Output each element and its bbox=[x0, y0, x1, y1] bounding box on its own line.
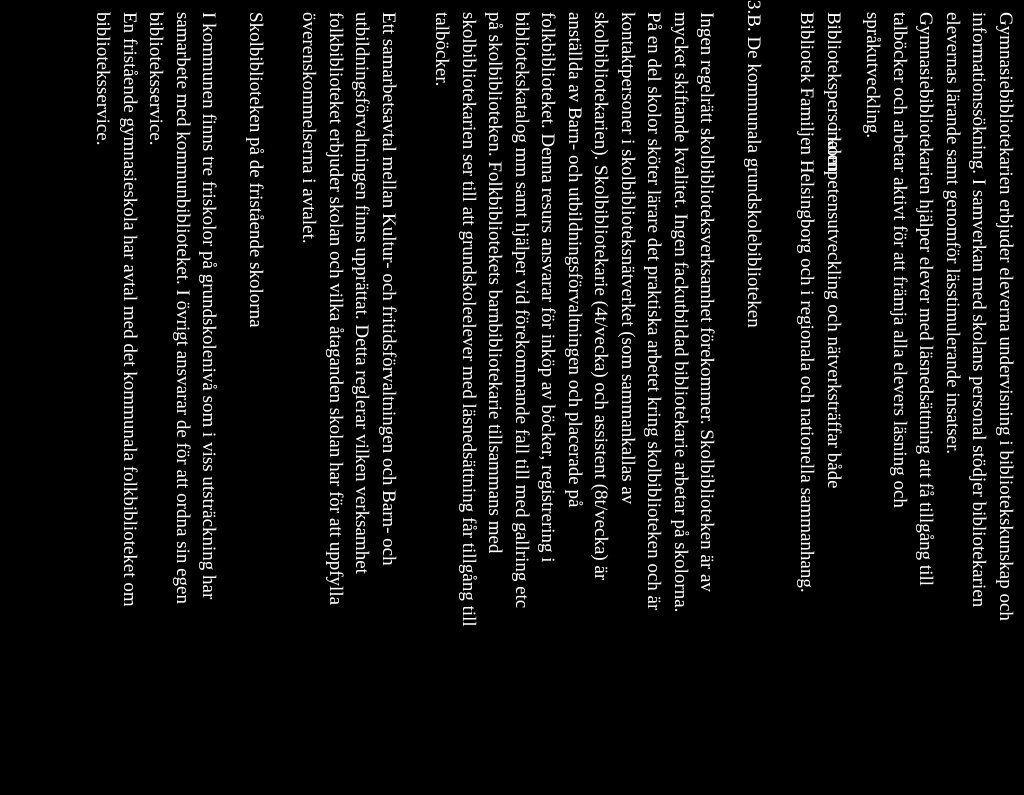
section-line: anställda av Barn- och utbildningsförvaltningen och placerade på bbox=[564, 12, 585, 508]
staff-line-1-rest: i kompetensutveckling och nätverksträffar både bbox=[823, 127, 844, 489]
section-line: bibliotekskatalog mm samt hjälper vid förekommande fall till med gallring etc bbox=[511, 12, 532, 609]
independent-line: biblioteksservice. bbox=[92, 12, 114, 146]
intro-line: språkutveckling. bbox=[862, 12, 884, 139]
section-line: talböcker. bbox=[431, 12, 453, 87]
intro-line: Gymnasiebibliotekarien erbjuder eleverna undervisning i bibliotekskunskap och bbox=[995, 12, 1016, 621]
section-line: skolbibliotekarien). Skolbibliotekarie (4t/vecka) och assistent (8t/vecka) är bbox=[590, 12, 612, 581]
section-line: kontaktpersoner i skolbiblioteksnätverket (som sammankallas av bbox=[617, 12, 638, 505]
agreement-line: Ett samarbetsavtal mellan Kultur- och fritidsförvaltningen och Barn- och bbox=[378, 12, 399, 566]
staff-label: Bibliotekspersonalen bbox=[823, 12, 844, 173]
section-heading: 3.B. De kommunala grundskolebiblioteken bbox=[743, 0, 764, 328]
independent-line: samarbete med kommunbiblioteket. I övrigt ansvarar de för att ordna sin egen bbox=[172, 12, 193, 604]
independent-line: En fristående gymnasieskola har avtal med det kommunala folkbiblioteket om bbox=[119, 12, 140, 607]
intro-line: talböcker och arbetar aktivt för att främja alla elevers läsning och bbox=[889, 12, 910, 508]
staff-line-1 bbox=[820, 12, 847, 792]
section-line: skolbibliotekarien ser till att grundskoleelever med läsnedsättning får tillgång till bbox=[458, 12, 479, 627]
staff-line-2: Bibliotek Familjen Helsingborg och i regionala och nationella sammanhang. bbox=[796, 12, 818, 593]
independent-line: I kommunen finns tre friskolor på grundskolenivå som i viss utsträckning har bbox=[198, 12, 220, 600]
independent-heading: Skolbiblioteken på de fristående skolorna bbox=[245, 12, 266, 328]
section-line: mycket skiftande kvalitet. Ingen fackutbildad bibliotekarie arbetar på skolorna. bbox=[670, 12, 691, 613]
intro-line: informationssökning. I samverkan med skolans personal stödjer bibliotekarien bbox=[968, 12, 990, 608]
section-line: på skolbiblioteken. Folkbibliotekets barnbibliotekarie tillsammans med bbox=[484, 12, 506, 554]
section-line: folkbiblioteket. Denna resurs ansvarar för inköp av böcker, registrering i bbox=[537, 12, 559, 563]
agreement-line: folkbiblioteket erbjuder skolan och vilka åtaganden skolan har för att uppfylla bbox=[325, 12, 346, 606]
intro-line: elevernas lärande samt genomför lässtimulerande insatser. bbox=[942, 12, 963, 455]
intro-line: Gymnasiebibliotekarien hjälper elever med läsnedsättning att få tillgång till bbox=[915, 12, 937, 587]
independent-line: biblioteksservice. bbox=[145, 12, 167, 146]
agreement-line: utbildningsförvaltningen finns upprättat. Detta reglerar vilken verksamhet bbox=[351, 12, 373, 574]
section-line: Ingen regelrätt skolbiblioteksverksamhet förekommer. Skolbiblioteken är av bbox=[696, 12, 718, 592]
document-body bbox=[89, 0, 1018, 792]
section-line: På en del skolor sköter lärare det praktiska arbetet kring skolbiblioteken och är bbox=[643, 12, 665, 611]
agreement-line: överenskommelserna i avtalet. bbox=[298, 12, 320, 244]
